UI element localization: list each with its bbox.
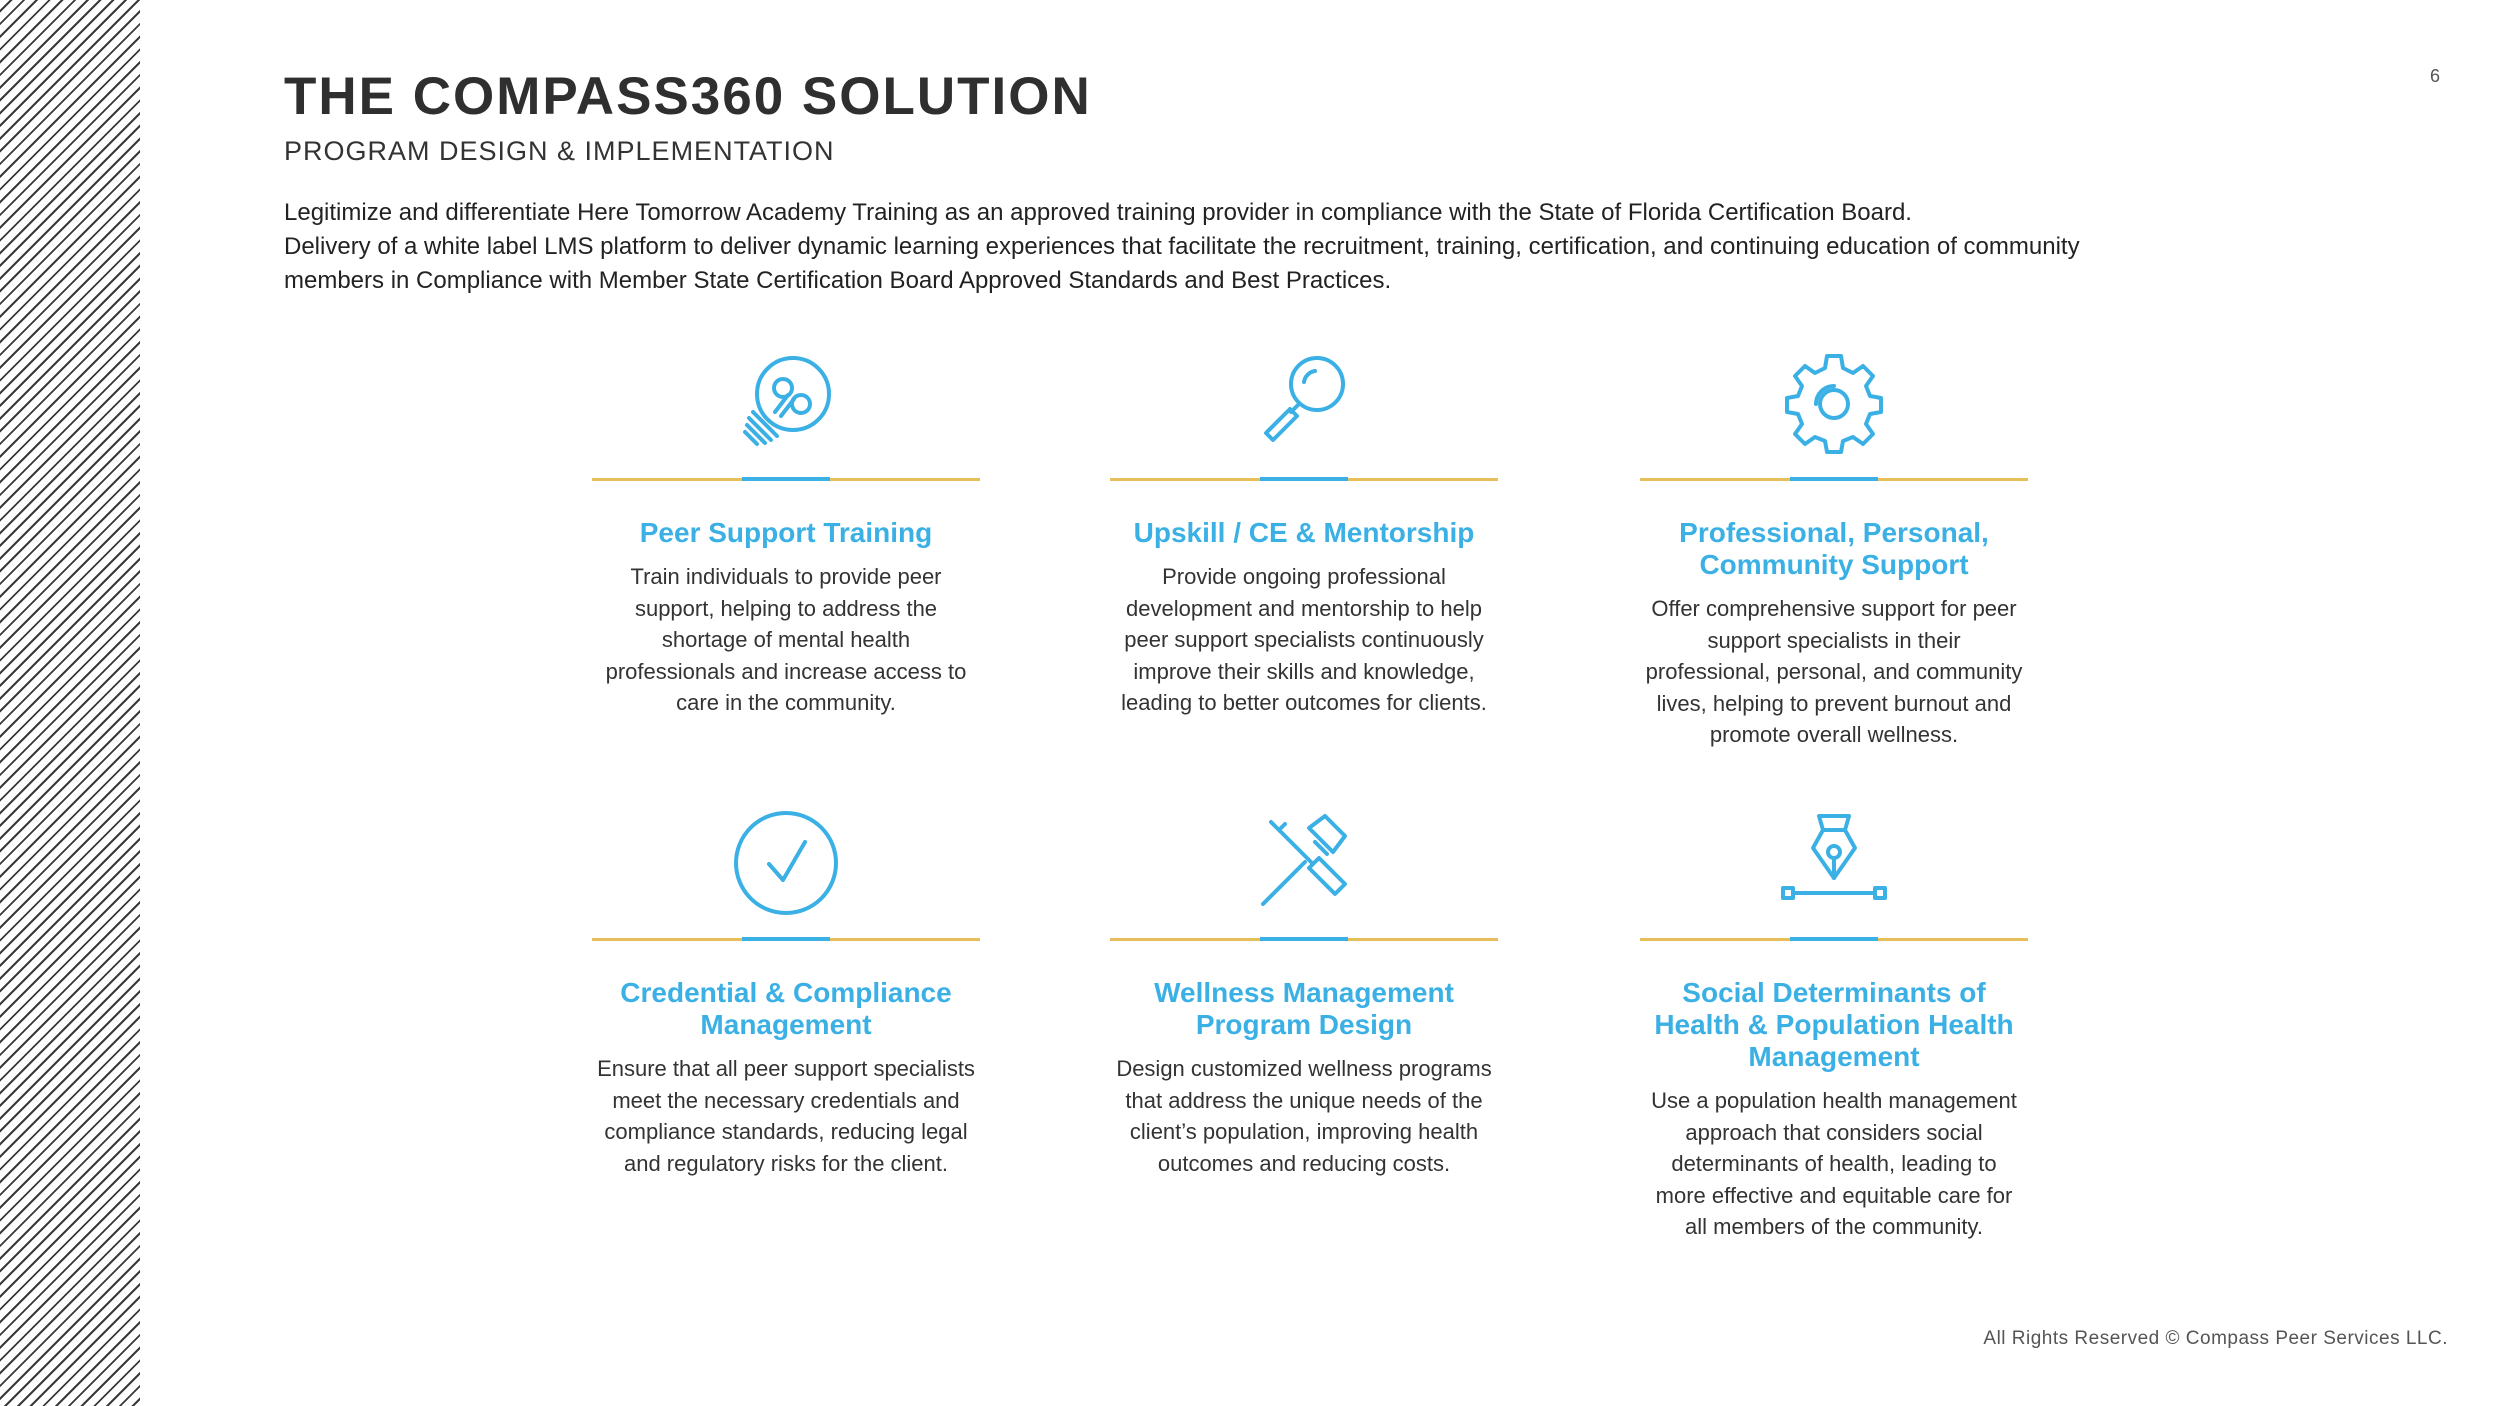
intro-paragraph-1: Legitimize and differentiate Here Tomorrow Academy Training as an approved training provider in compliance with the State of Florida Certification Board. bbox=[284, 199, 1912, 226]
decorative-stripes bbox=[0, 0, 140, 1406]
card-title: Upskill / CE & Mentorship bbox=[1133, 517, 1475, 548]
gear-icon bbox=[1779, 348, 1889, 458]
card-title: Peer Support Training bbox=[639, 517, 933, 548]
card-description: Ensure that all peer support specialists meet the necessary credentials and compliance standards, reducing legal and regulatory risks for the client. bbox=[597, 1056, 975, 1176]
card-title: Credential & Compliance Management bbox=[620, 977, 952, 1040]
card-description: Use a population health management approach that considers social determinants of health, leading to more effective and equitable care for all members of the community. bbox=[1651, 1088, 2017, 1239]
card-divider bbox=[1110, 478, 1498, 481]
magnifying-glass-icon bbox=[1249, 348, 1359, 458]
card-divider bbox=[1640, 478, 2028, 481]
card-description: Design customized wellness programs that address the unique needs of the client’s population, improving health outcomes and reducing costs. bbox=[1116, 1056, 1492, 1176]
page-title: THE COMPASS360 SOLUTION bbox=[284, 67, 1092, 126]
card-peer-support-training bbox=[592, 348, 980, 719]
card-credential-compliance bbox=[592, 808, 980, 1179]
checkmark-circle-icon bbox=[731, 808, 841, 918]
card-divider bbox=[1110, 938, 1498, 941]
card-divider bbox=[1640, 938, 2028, 941]
copyright-footer: All Rights Reserved © Compass Peer Services LLC. bbox=[1983, 1328, 2448, 1349]
card-description: Provide ongoing professional development and mentorship to help peer support specialists continuously improve their skills and knowledge, leading to better outcomes for clients. bbox=[1121, 564, 1487, 715]
card-title: Professional, Personal, Community Support bbox=[1679, 517, 1989, 580]
card-divider bbox=[592, 938, 980, 941]
card-description: Train individuals to provide peer support, helping to address the shortage of mental health professionals and increase access to care in the community. bbox=[605, 564, 967, 715]
intro-paragraph-2: Delivery of a white label LMS platform to deliver dynamic learning experiences that facilitate the recruitment, training, certification, and continuing education of community members in Compliance with Member State Certification Board Approved Standards and Best Practices. bbox=[284, 233, 2080, 294]
card-description: Offer comprehensive support for peer support specialists in their professional, personal, and community lives, helping to prevent burnout and promote overall wellness. bbox=[1645, 596, 2023, 747]
page-subtitle: PROGRAM DESIGN & IMPLEMENTATION bbox=[284, 136, 835, 166]
card-title: Social Determinants of Health & Population Health Management bbox=[1654, 977, 2014, 1072]
card-professional-personal-support bbox=[1640, 348, 2028, 751]
intro-text bbox=[284, 196, 2104, 298]
pen-nib-icon bbox=[1779, 808, 1889, 918]
card-divider bbox=[592, 478, 980, 481]
card-social-determinants bbox=[1640, 808, 2028, 1243]
card-upskill-mentorship bbox=[1110, 348, 1498, 719]
lightbulb-icon bbox=[731, 348, 841, 458]
tools-icon bbox=[1249, 808, 1359, 918]
page-number: 6 bbox=[2429, 66, 2440, 86]
card-title: Wellness Management Program Design bbox=[1154, 977, 1454, 1040]
card-wellness-management bbox=[1110, 808, 1498, 1179]
